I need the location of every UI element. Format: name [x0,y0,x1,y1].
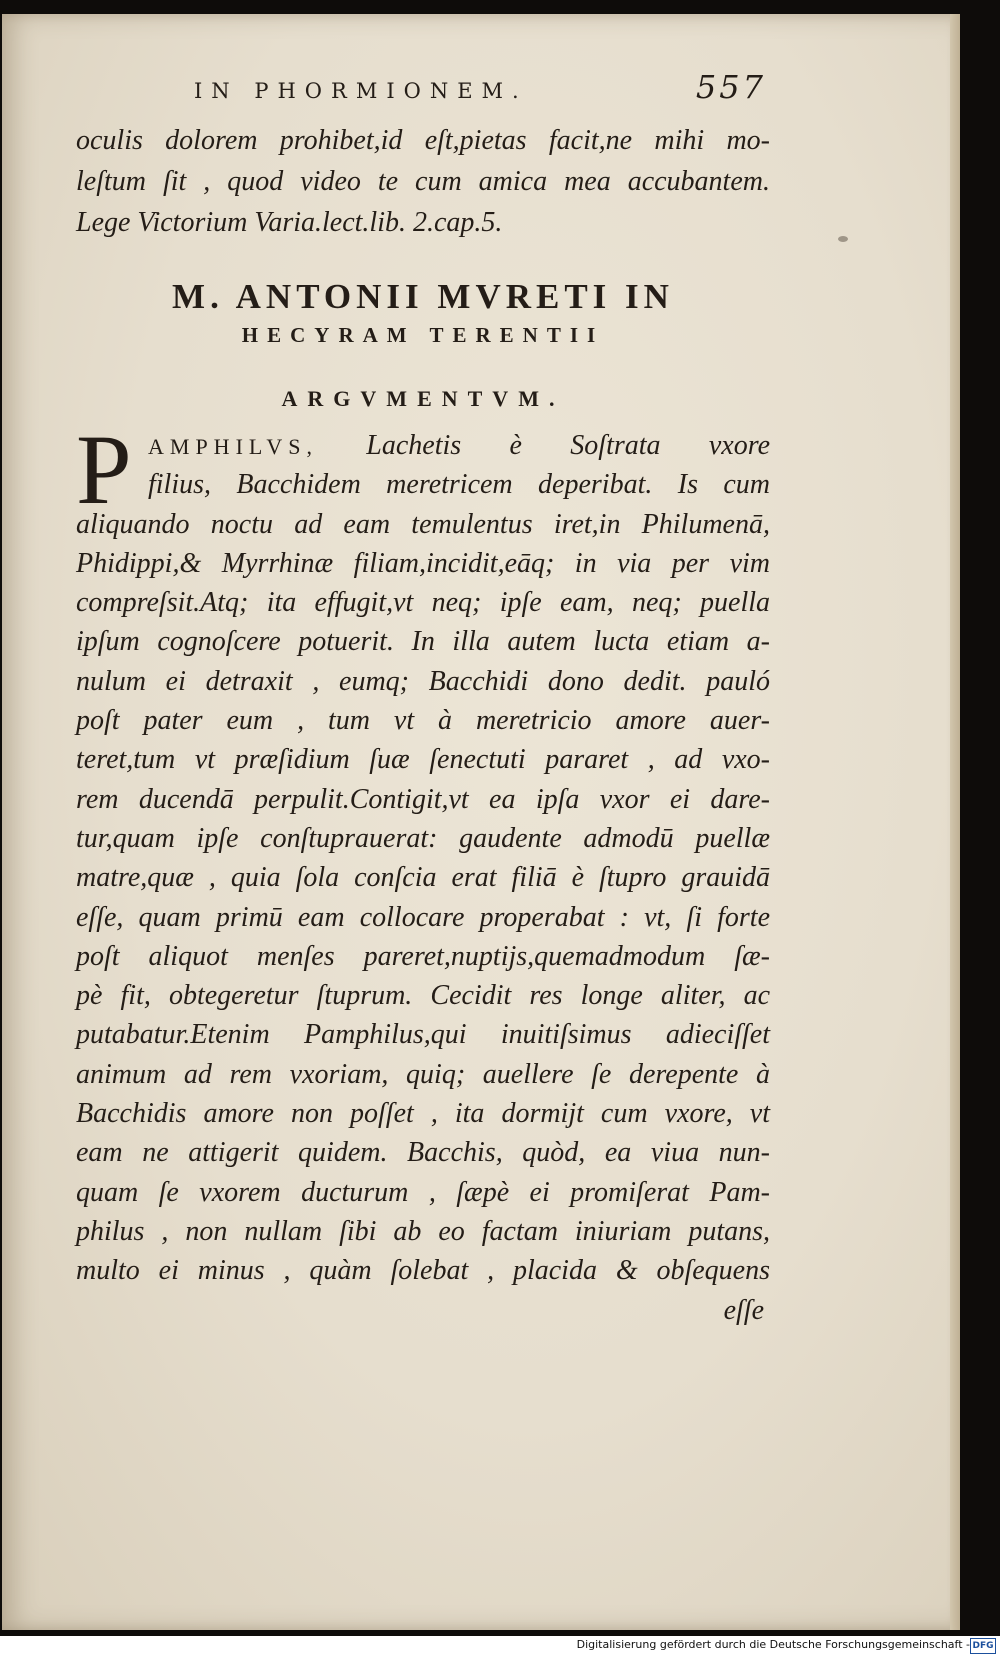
catchword: eſſe [723,1294,764,1326]
section-title: M. ANTONII MVRETI IN [172,277,674,316]
text-line: rem ducendā perpulit.Contigit,vt ea ipſa vxor ei dare- [76,783,770,815]
funding-credit: Digitalisierung gefördert durch die Deutsche Forschungsgemeinschaft - [576,1638,970,1651]
section-subtitle: HECYRAM TERENTII [241,323,605,347]
line-text: Lachetis è Soſtrata vxore [366,430,771,461]
text-line: eam ne attigerit quidem. Bacchis, quòd, ea viua nun- [76,1137,770,1169]
text-line: ipſum cognoſcere potuerit. In illa autem lucta etiam a- [76,626,770,658]
text-line: nulum ei detraxit , eumq; Bacchidi dono dedit. pauló [76,665,770,697]
ink-spot [838,236,848,242]
text-line: compreſsit.Atq; ita effugit,vt neq; ipſe eam, neq; puella [76,587,770,619]
lead-small-caps: AMPHILVS, [148,434,318,459]
text-line [76,426,770,465]
text-line: matre,quæ , quia ſola conſcia erat filiā è ſtupro grauidā [76,862,770,894]
drop-cap: P [76,414,132,525]
argument-paragraph [76,414,771,1331]
text-column [76,68,770,1331]
page-edge [950,14,960,1630]
text-line: pè fit, obtegeretur ſtuprum. Cecidit res longe aliter, ac [76,980,770,1012]
text-line: multo ei minus , quàm ſolebat , placida & obſequens [76,1255,770,1287]
text-line: Bacchidis amore non poſſet , ita dormijt cum vxore, vt [76,1098,770,1130]
text-line: teret,tum vt præſidium ſuæ ſenectuti pararet , ad vxo- [76,744,770,776]
intro-paragraph [76,120,770,243]
text-line: aliquando noctu ad eam temulentus iret,in Philumenā, [76,508,770,540]
dfg-logo: DFG [970,1638,996,1654]
text-line: filius, Bacchidem meretricem deperibat. Is cum [148,469,770,501]
text-line: eſſe, quam primū eam collocare properabat : vt, ſi forte [76,901,770,933]
text-line: tur,quam ipſe conſtuprauerat: gaudente admodū puellæ [76,822,770,854]
text-line: oculis dolorem prohibet,id eſt,pietas facit,ne mihi mo- [76,125,770,156]
text-line: quam ſe vxorem ducturum , ſæpè ei promiſerat Pam- [76,1176,770,1208]
running-head [76,68,770,116]
page-number: 557 [695,68,766,106]
running-head-title: IN PHORMIONEM. [194,79,528,103]
text-line: leſtum ſit , quod video te cum amica mea accubantem. [76,166,770,197]
book-page [2,14,960,1630]
text-line: putabatur.Etenim Pamphilus,qui inuitiſsimus adieciſſet [76,1019,770,1051]
digitization-footer [0,1636,1000,1656]
text-line: philus , non nullam ſibi ab eo factam iniuriam putans, [76,1215,770,1247]
text-line: Lege Victorium Varia.lect.lib. 2.cap.5. [76,207,503,238]
text-line: poſt pater eum , tum vt à meretricio amore auer- [76,705,770,737]
argumentum-heading: ARGVMENTVM. [281,386,565,411]
text-line: Phidippi,& Myrrhinæ filiam,incidit,eāq; in via per vim [76,547,770,579]
text-line: animum ad rem vxoriam, quiq; auellere ſe derepente à [76,1058,770,1090]
text-line: poſt aliquot menſes pareret,nuptijs,quemadmodum ſæ- [76,940,770,972]
